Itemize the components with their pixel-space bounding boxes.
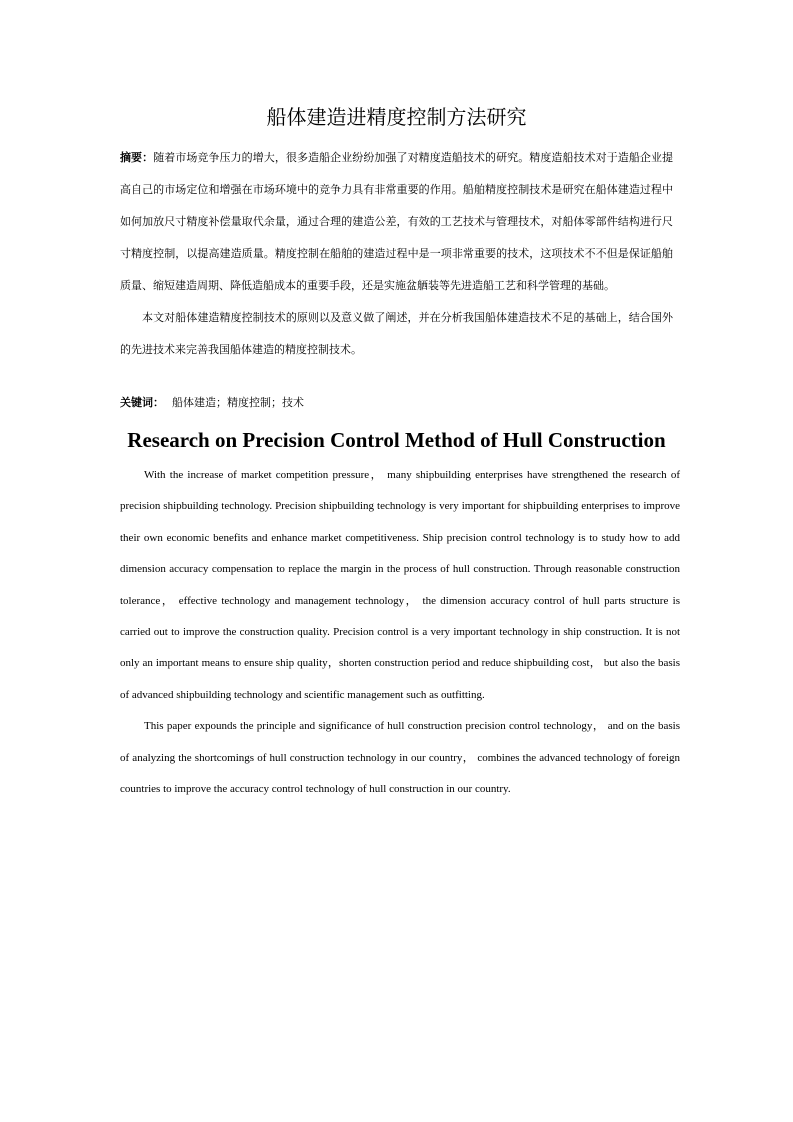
chinese-abstract-text-1: 随着市场竞争压力的增大，很多造船企业纷纷加强了对精度造船技术的研究。精度造船技术对于造船企业提高自己的市场定位和增强在市场环境中的竞争力具有非常重要的作用。船舶精度控制技术是研究在船体建造过程中如何加放尺寸精度补偿量取代余量，通过合理的建造公差，有效的工艺技术与管理技术，对船体零部件结构进行尺寸精度控制，以提高建造质量。精度控制在船舶的建造过程中是一项非常重要的技术，这项技术不不但是保证船舶质量、缩短建造周期、降低造船成本的重要手段，还是实施盆舾装等先进造船工艺和科学管理的基础。 [120,151,674,292]
english-abstract-paragraph-1: With the increase of market competition pressure， many shipbuilding enterprises have strengthened the research of precision shipbuilding technology. Precision shipbuilding technology is very important for shipbuilding enterprises to improve their own economic benefits and enhance market competitiveness. Ship precision control technology is to study how to add dimension accuracy compensation to replace the margin in the process of hull construction. Through reasonable construction tolerance， effective technology and management technology， the dimension accuracy control of hull parts structure is carried out to improve the construction quality. Precision control is a very important technology in ship construction. It is not only an important means to ensure ship quality，shorten construction period and reduce shipbuilding cost， but also the basis of advanced shipbuilding technology and scientific management such as outfitting. [120,469,680,701]
english-abstract-paragraph-2: This paper expounds the principle and significance of hull construction precision control technology， and on the basis of analyzing the shortcomings of hull construction technology in our country， combines the advanced technology of foreign countries to improve the accuracy control technology of hull construction in our country. [120,720,680,796]
english-title: Research on Precision Control Method of Hull Construction [127,428,666,452]
chinese-abstract-paragraph-1 [120,142,673,302]
keywords-value: 船体建造；精度控制；技术 [172,396,304,409]
chinese-abstract-paragraph-2: 本文对船体建造精度控制技术的原则以及意义做了阐述，并在分析我国船体建造技术不足的基础上，结合国外的先进技术来完善我国船体建造的精度控制技术。 [120,311,673,356]
keywords-line [120,389,673,417]
abstract-label: 摘要： [120,151,154,164]
keywords-label: 关键词： [120,396,164,409]
chinese-title: 船体建造进精度控制方法研究 [266,105,527,129]
english-abstract [120,460,680,805]
chinese-abstract [120,142,673,366]
